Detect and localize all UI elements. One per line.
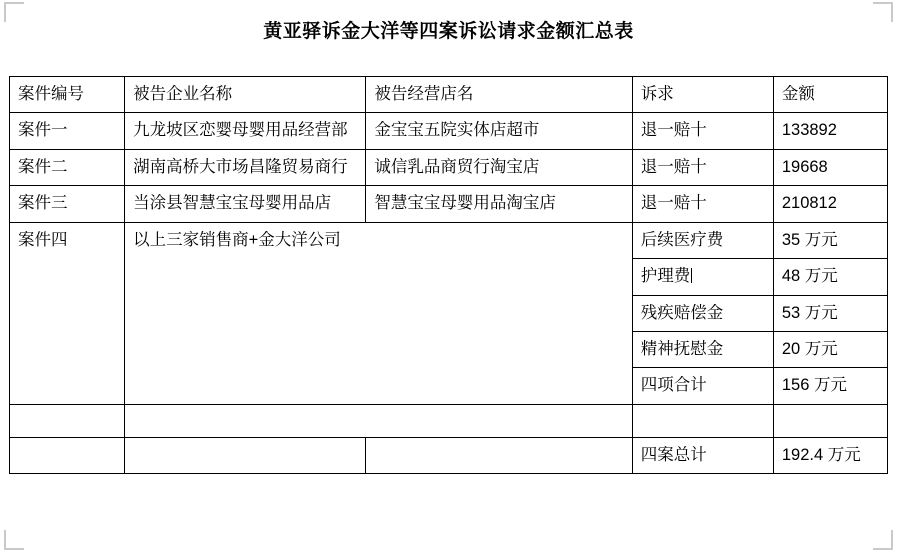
cell-case-no: 案件四 — [10, 222, 125, 404]
cell-claim-total-label: 四案总计 — [632, 437, 773, 473]
column-header-claim: 诉求 — [632, 77, 773, 113]
cell-store: 金宝宝五院实体店超市 — [366, 113, 632, 149]
cell-amount: 35 万元 — [773, 222, 887, 258]
table-row — [10, 113, 888, 149]
cell-amount: 53 万元 — [773, 295, 887, 331]
cell-amount: 20 万元 — [773, 331, 887, 367]
cell-claim: 精神抚慰金 — [632, 331, 773, 367]
text-cursor — [691, 268, 692, 283]
page-title: 黄亚驿诉金大洋等四案诉讼请求金额汇总表 — [263, 21, 634, 42]
column-header-store: 被告经营店名 — [366, 77, 632, 113]
cell-case-no — [10, 437, 125, 473]
cell-claim: 退一赔十 — [632, 113, 773, 149]
cell-store — [366, 437, 632, 473]
column-header-company: 被告企业名称 — [125, 77, 366, 113]
table-row — [10, 222, 888, 258]
cell-company — [125, 437, 366, 473]
cell-amount: 210812 — [773, 186, 887, 222]
spacer-cell — [125, 404, 633, 437]
cell-claim: 四项合计 — [632, 368, 773, 404]
cell-amount-total: 192.4 万元 — [773, 437, 887, 473]
summary-table — [9, 76, 888, 474]
table-header-row — [10, 77, 888, 113]
spacer-cell — [632, 404, 773, 437]
cell-company: 湖南高桥大市场昌隆贸易商行 — [125, 149, 366, 185]
spacer-cell — [10, 404, 125, 437]
cell-claim: 护理费 — [632, 259, 773, 295]
cell-company: 九龙坡区恋婴母婴用品经营部 — [125, 113, 366, 149]
cell-company: 以上三家销售商+金大洋公司 — [125, 222, 633, 404]
corner-mark-bottom-left — [4, 530, 24, 550]
cell-claim: 退一赔十 — [632, 186, 773, 222]
cell-store: 智慧宝宝母婴用品淘宝店 — [366, 186, 632, 222]
table-total-row — [10, 437, 888, 473]
cell-claim: 残疾赔偿金 — [632, 295, 773, 331]
cell-amount: 48 万元 — [773, 259, 887, 295]
cell-amount: 133892 — [773, 113, 887, 149]
cell-case-no: 案件二 — [10, 149, 125, 185]
cell-case-no: 案件三 — [10, 186, 125, 222]
table-row — [10, 149, 888, 185]
table-spacer-row — [10, 404, 888, 437]
column-header-amount: 金额 — [773, 77, 887, 113]
cell-store: 诚信乳品商贸行淘宝店 — [366, 149, 632, 185]
cell-case-no: 案件一 — [10, 113, 125, 149]
cell-amount: 19668 — [773, 149, 887, 185]
cell-claim: 退一赔十 — [632, 149, 773, 185]
cell-claim: 后续医疗费 — [632, 222, 773, 258]
cell-amount: 156 万元 — [773, 368, 887, 404]
corner-mark-bottom-right — [873, 530, 893, 550]
spacer-cell — [773, 404, 887, 437]
column-header-case-no: 案件编号 — [10, 77, 125, 113]
cell-company: 当涂县智慧宝宝母婴用品店 — [125, 186, 366, 222]
table-row — [10, 186, 888, 222]
